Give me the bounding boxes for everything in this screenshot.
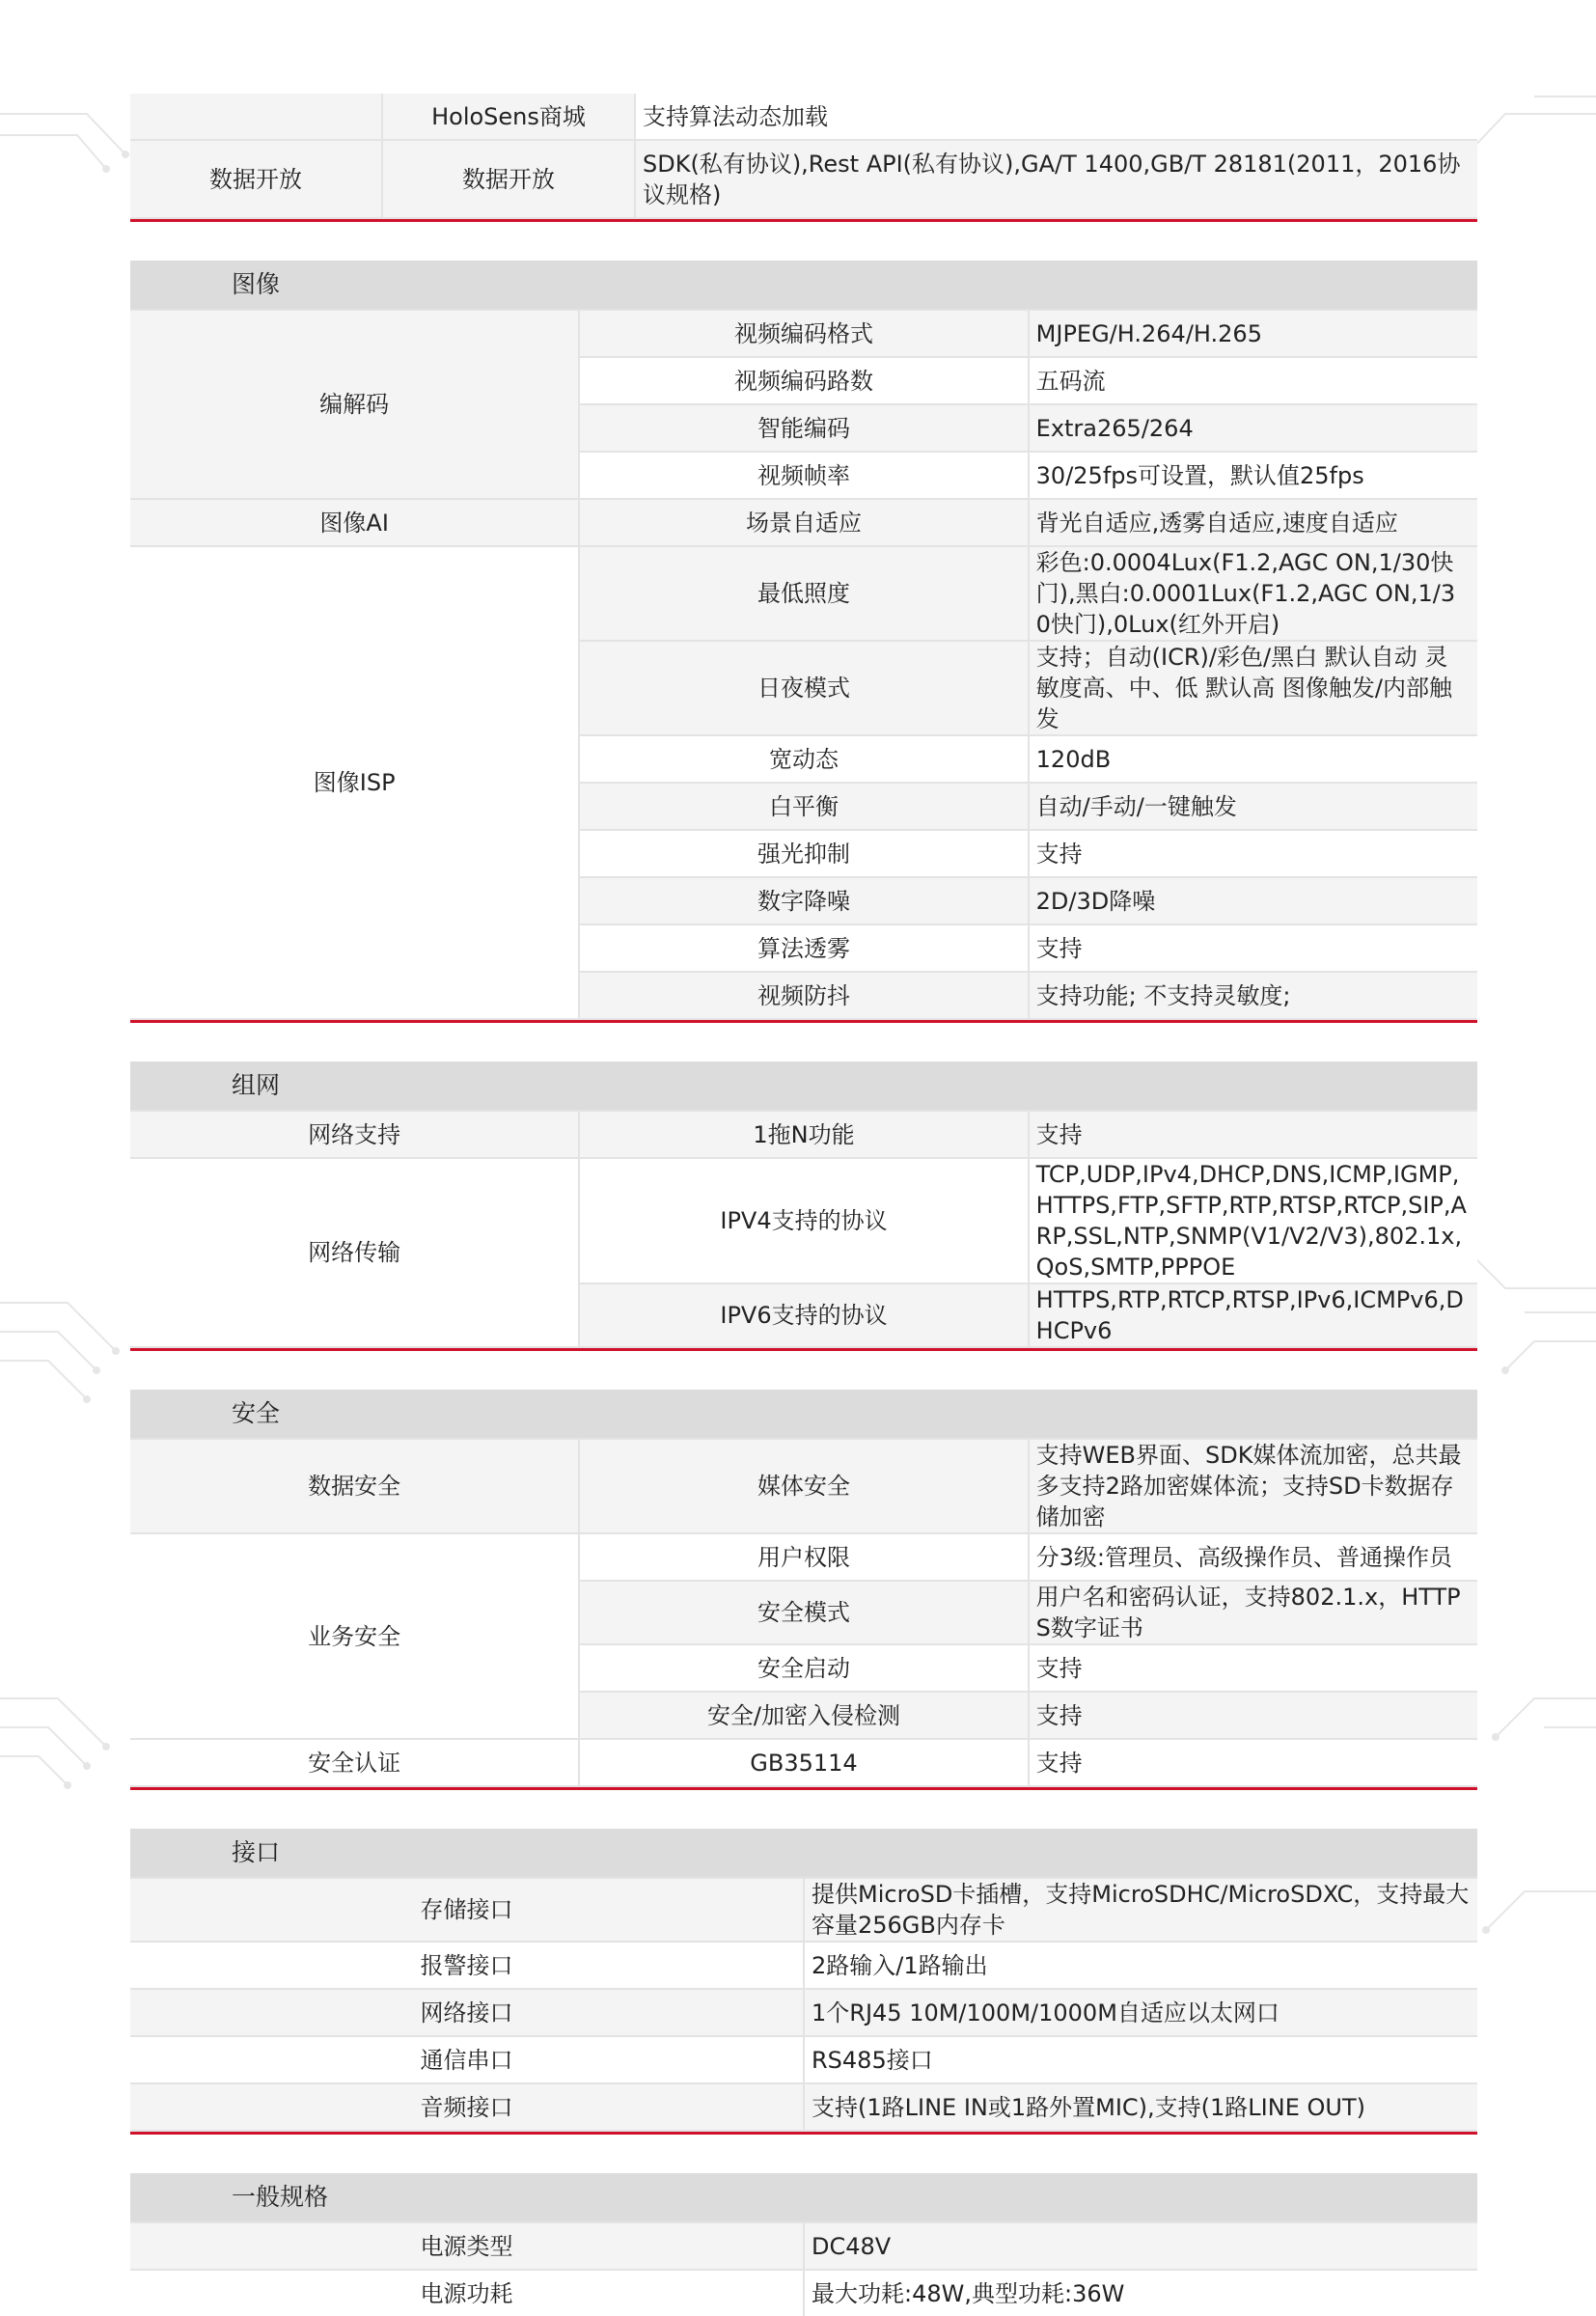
category-cell — [130, 94, 382, 140]
table-row — [130, 1111, 1477, 1158]
category-cell: 电源类型 — [130, 2222, 804, 2270]
table-row — [130, 2083, 1477, 2131]
category-cell: 图像AI — [130, 499, 579, 546]
item-cell: IPV4支持的协议 — [579, 1158, 1028, 1283]
section-title: 接口 — [130, 1829, 1477, 1878]
table-row — [130, 1158, 1477, 1283]
table-row — [130, 2036, 1477, 2083]
category-cell: 图像ISP — [130, 546, 579, 1019]
value-cell: 支持WEB界面、SDK媒体流加密，总共最多支持2路加密媒体流；支持SD卡数据存储加密 — [1029, 1439, 1477, 1533]
item-cell: 场景自适应 — [579, 499, 1028, 546]
value-cell: 自动/手动/一键触发 — [1029, 783, 1477, 830]
value-cell: 2路输入/1路输出 — [804, 1942, 1477, 1989]
category-cell: 编解码 — [130, 310, 579, 499]
item-cell: 视频编码路数 — [579, 357, 1028, 404]
item-cell: HoloSens商城 — [382, 94, 635, 140]
category-cell: 网络传输 — [130, 1158, 579, 1347]
spec-table-network — [130, 1062, 1477, 1348]
value-cell: MJPEG/H.264/H.265 — [1029, 310, 1477, 357]
table-row — [130, 2222, 1477, 2270]
item-cell: 数字降噪 — [579, 877, 1028, 924]
value-cell: DC48V — [804, 2222, 1477, 2270]
spec-table-general — [130, 2173, 1477, 2316]
item-cell: 智能编码 — [579, 404, 1028, 452]
table-row — [130, 310, 1477, 357]
value-cell: 分3级:管理员、高级操作员、普通操作员 — [1029, 1533, 1477, 1581]
category-cell: 数据安全 — [130, 1439, 579, 1533]
item-cell: 白平衡 — [579, 783, 1028, 830]
item-cell: 算法透雾 — [579, 924, 1028, 972]
table-row — [130, 1439, 1477, 1533]
category-cell: 电源功耗 — [130, 2270, 804, 2316]
item-cell: 宽动态 — [579, 735, 1028, 783]
value-cell: 支持；自动(ICR)/彩色/黑白 默认自动 灵敏度高、中、低 默认高 图像触发/内部触发 — [1029, 641, 1477, 735]
spec-sheet — [130, 94, 1477, 2316]
spec-table-top — [130, 94, 1477, 219]
spec-table-image — [130, 261, 1477, 1020]
table-row — [130, 140, 1477, 218]
table-row — [130, 94, 1477, 140]
table-row — [130, 1989, 1477, 2036]
category-cell: 存储接口 — [130, 1878, 804, 1942]
category-cell: 通信串口 — [130, 2036, 804, 2083]
section-title: 安全 — [130, 1390, 1477, 1439]
item-cell: IPV6支持的协议 — [579, 1283, 1028, 1347]
item-cell: 用户权限 — [579, 1533, 1028, 1581]
value-cell: 支持功能; 不支持灵敏度; — [1029, 972, 1477, 1019]
value-cell: 彩色:0.0004Lux(F1.2,AGC ON,1/30快门),黑白:0.0001Lux(F1.2,AGC ON,1/30快门),0Lux(红外开启) — [1029, 546, 1477, 641]
value-cell: RS485接口 — [804, 2036, 1477, 2083]
spec-table-interface — [130, 1829, 1477, 2132]
value-cell: 五码流 — [1029, 357, 1477, 404]
category-cell: 业务安全 — [130, 1533, 579, 1739]
value-cell: 1个RJ45 10M/100M/1000M自适应以太网口 — [804, 1989, 1477, 2036]
value-cell: 120dB — [1029, 735, 1477, 783]
value-cell: 提供MicroSD卡插槽，支持MicroSDHC/MicroSDXC，支持最大容量256GB内存卡 — [804, 1878, 1477, 1942]
item-cell: 视频编码格式 — [579, 310, 1028, 357]
spec-table-security — [130, 1390, 1477, 1787]
value-cell: 支持算法动态加载 — [635, 94, 1477, 140]
category-cell: 安全认证 — [130, 1739, 579, 1786]
value-cell: HTTPS,RTP,RTCP,RTSP,IPv6,ICMPv6,DHCPv6 — [1029, 1283, 1477, 1347]
table-row — [130, 2270, 1477, 2316]
value-cell: 30/25fps可设置，默认值25fps — [1029, 452, 1477, 499]
value-cell: SDK(私有协议),Rest API(私有协议),GA/T 1400,GB/T 28181(2011，2016协议规格) — [635, 140, 1477, 218]
value-cell: 支持 — [1029, 1692, 1477, 1739]
category-cell: 网络支持 — [130, 1111, 579, 1158]
value-cell: 支持 — [1029, 924, 1477, 972]
category-cell: 音频接口 — [130, 2083, 804, 2131]
value-cell: Extra265/264 — [1029, 404, 1477, 452]
value-cell: 支持 — [1029, 830, 1477, 877]
table-row — [130, 499, 1477, 546]
item-cell: 1拖N功能 — [579, 1111, 1028, 1158]
table-row — [130, 1942, 1477, 1989]
item-cell: 媒体安全 — [579, 1439, 1028, 1533]
value-cell: 支持 — [1029, 1644, 1477, 1692]
table-row — [130, 1878, 1477, 1942]
value-cell: 用户名和密码认证，支持802.1.x，HTTPS数字证书 — [1029, 1581, 1477, 1644]
item-cell: 安全/加密入侵检测 — [579, 1692, 1028, 1739]
item-cell: 数据开放 — [382, 140, 635, 218]
item-cell: 最低照度 — [579, 546, 1028, 641]
value-cell: 最大功耗:48W,典型功耗:36W — [804, 2270, 1477, 2316]
item-cell: 视频帧率 — [579, 452, 1028, 499]
value-cell: 支持 — [1029, 1739, 1477, 1786]
section-title: 组网 — [130, 1062, 1477, 1111]
value-cell: 支持(1路LINE IN或1路外置MIC),支持(1路LINE OUT) — [804, 2083, 1477, 2131]
item-cell: 强光抑制 — [579, 830, 1028, 877]
item-cell: 安全启动 — [579, 1644, 1028, 1692]
table-row — [130, 1739, 1477, 1786]
value-cell: 背光自适应,透雾自适应,速度自适应 — [1029, 499, 1477, 546]
item-cell: GB35114 — [579, 1739, 1028, 1786]
table-row — [130, 546, 1477, 641]
item-cell: 日夜模式 — [579, 641, 1028, 735]
section-title: 图像 — [130, 261, 1477, 310]
value-cell: 支持 — [1029, 1111, 1477, 1158]
item-cell: 视频防抖 — [579, 972, 1028, 1019]
section-title: 一般规格 — [130, 2173, 1477, 2222]
value-cell: 2D/3D降噪 — [1029, 877, 1477, 924]
table-row — [130, 1533, 1477, 1581]
item-cell: 安全模式 — [579, 1581, 1028, 1644]
value-cell: TCP,UDP,IPv4,DHCP,DNS,ICMP,IGMP,HTTPS,FTP,SFTP,RTP,RTSP,RTCP,SIP,ARP,SSL,NTP,SNMP(V1/V2/V3),802.1x,QoS,SMTP,PPPOE — [1029, 1158, 1477, 1283]
category-cell: 报警接口 — [130, 1942, 804, 1989]
category-cell: 网络接口 — [130, 1989, 804, 2036]
category-cell: 数据开放 — [130, 140, 382, 218]
